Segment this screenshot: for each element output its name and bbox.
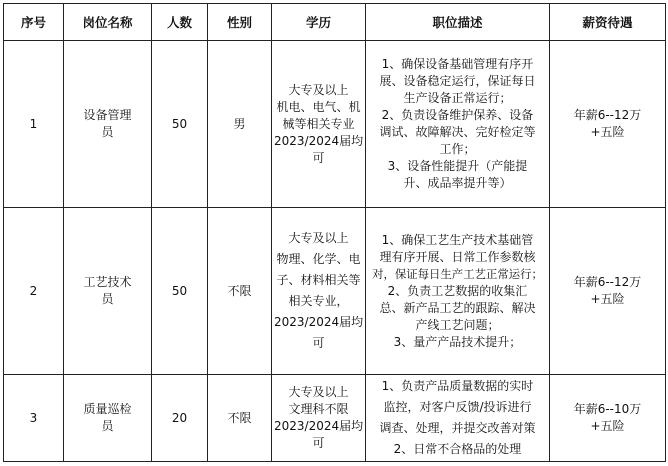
cell-description: 1、负责产品质量数据的实时 监控，对客户反馈/投诉进行 调查、处理，并提交改善对策 2、日常不合格品的处理 (366, 375, 550, 462)
table-row (4, 41, 666, 208)
cell-gender: 男 (208, 41, 272, 208)
cell-serial: 1 (4, 41, 64, 208)
header-position: 岗位名称 (64, 4, 152, 41)
cell-education: 大专及以上 机电、电气、机 械等相关专业 2023/2024届均 可 (272, 41, 366, 208)
cell-description: 1、确保设备基础管理有序开 展、设备稳定运行，保证每日 生产设备正常运行； 2、负责设备维护保养、设备 调试、故障解决、完好检定等 工作； 3、设备性能提升（产能提 升、成品率提升等） (366, 41, 550, 208)
header-education: 学历 (272, 4, 366, 41)
table-row (4, 375, 666, 462)
cell-count: 50 (152, 41, 208, 208)
cell-count: 50 (152, 208, 208, 375)
cell-position: 设备管理 员 (64, 41, 152, 208)
header-description: 职位描述 (366, 4, 550, 41)
cell-education: 大专及以上 文理科不限 2023/2024届均 可 (272, 375, 366, 462)
cell-gender: 不限 (208, 208, 272, 375)
cell-education: 大专及以上 物理、化学、电 子、材料相关等 相关专业， 2023/2024届均 可 (272, 208, 366, 375)
cell-position: 工艺技术 员 (64, 208, 152, 375)
cell-description: 1、确保工艺生产技术基础管 理有序开展、日常工作参数核 对，保证每日生产工艺正常运行； 2、负责工艺数据的收集汇 总、新产品工艺的跟踪、解决 产线工艺问题； 3、量产产品技术提升； (366, 208, 550, 375)
table-row (4, 208, 666, 375)
header-count: 人数 (152, 4, 208, 41)
header-serial: 序号 (4, 4, 64, 41)
header-row (4, 4, 666, 41)
recruitment-table (3, 3, 666, 462)
cell-gender: 不限 (208, 375, 272, 462)
cell-serial: 3 (4, 375, 64, 462)
cell-salary: 年薪6--12万 +五险 (550, 208, 666, 375)
header-salary: 薪资待遇 (550, 4, 666, 41)
cell-salary: 年薪6--10万 +五险 (550, 375, 666, 462)
cell-position: 质量巡检 员 (64, 375, 152, 462)
cell-salary: 年薪6--12万 +五险 (550, 41, 666, 208)
header-gender: 性别 (208, 4, 272, 41)
cell-count: 20 (152, 375, 208, 462)
cell-serial: 2 (4, 208, 64, 375)
